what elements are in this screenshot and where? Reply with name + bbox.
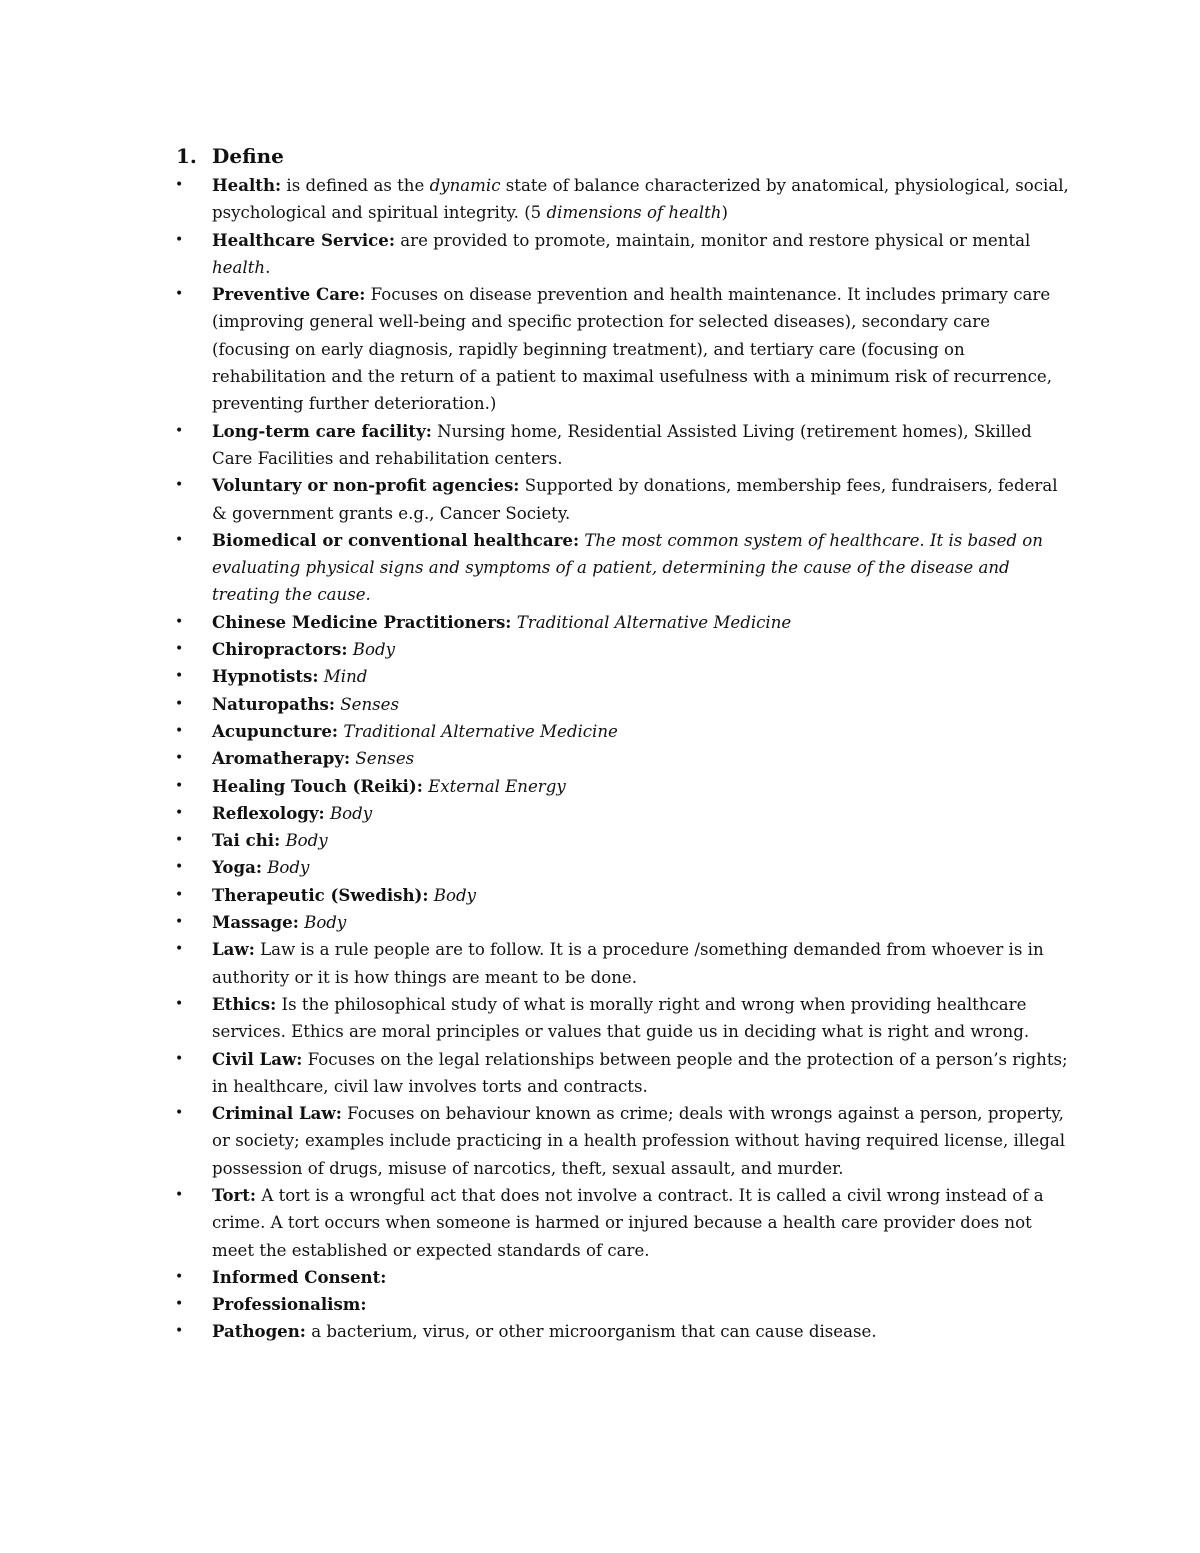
definition-text: Is the philosophical study of what is morally right and wrong when providing healthcare services. Ethics are moral principles or values that guide us in deciding what is right and wrong. bbox=[212, 994, 1030, 1042]
list-item bbox=[175, 609, 1072, 636]
definition-text: A tort is a wrongful act that does not involve a contract. It is called a civil wrong instead of a crime. A tort occurs when someone is harmed or injured because a health care provider does not meet the established or expected standards of care. bbox=[212, 1185, 1044, 1260]
list-item bbox=[175, 1318, 1072, 1345]
list-item bbox=[175, 854, 1072, 881]
definition-text: state of balance characterized by anatomical, physiological, social, psychological and spiritual integrity. (5 bbox=[212, 176, 1069, 223]
bullet-icon: • bbox=[175, 177, 184, 193]
bullet-icon: • bbox=[175, 804, 184, 821]
bullet-icon: • bbox=[175, 941, 184, 958]
definition-term: Informed Consent: bbox=[212, 1266, 387, 1287]
bullet-icon: • bbox=[175, 914, 184, 931]
definition-text: Focuses on the legal relationships between people and the protection of a person’s rights; in healthcare, civil law involves torts and contracts. bbox=[212, 1049, 1068, 1096]
list-item bbox=[175, 882, 1072, 909]
definition-term: Yoga: bbox=[212, 857, 262, 878]
definition-term: Ethics: bbox=[212, 993, 277, 1014]
definition-text: Traditional Alternative Medicine bbox=[338, 721, 618, 741]
definition-term: Chinese Medicine Practitioners: bbox=[212, 611, 512, 632]
list-item bbox=[175, 472, 1072, 527]
definition-text: health bbox=[212, 257, 266, 277]
list-item bbox=[175, 991, 1072, 1046]
bullet-icon: • bbox=[175, 613, 184, 630]
list-item bbox=[175, 1182, 1072, 1264]
list-item bbox=[175, 1264, 1072, 1291]
definition-text: a bacterium, virus, or other microorganism that can cause disease. bbox=[305, 1322, 877, 1342]
definition-term: Health: bbox=[212, 175, 282, 195]
definition-term: Professionalism: bbox=[212, 1294, 367, 1315]
definition-term: Massage: bbox=[212, 912, 299, 933]
definition-term: Chiropractors: bbox=[212, 639, 348, 660]
definition-term: Tai chi: bbox=[212, 830, 281, 851]
definition-term: Biomedical or conventional healthcare: bbox=[212, 529, 580, 550]
definition-term: Acupuncture: bbox=[212, 720, 339, 741]
bullet-icon: • bbox=[175, 1186, 184, 1203]
list-item bbox=[175, 745, 1072, 772]
definition-text: Supported by donations, membership fees, fundraisers, federal & government grants e.g., Cancer Society. bbox=[212, 476, 1058, 523]
bullet-icon: • bbox=[175, 1105, 184, 1122]
definition-term: Hypnotists: bbox=[212, 666, 319, 687]
bullet-icon: • bbox=[175, 995, 184, 1012]
heading-number: 1. bbox=[176, 144, 197, 168]
list-item bbox=[175, 718, 1072, 745]
definition-text: is defined as the bbox=[281, 176, 430, 195]
definition-text: . bbox=[265, 257, 271, 277]
bullet-icon: • bbox=[175, 1323, 184, 1340]
list-item bbox=[175, 227, 1072, 282]
list-item bbox=[175, 281, 1072, 417]
bullet-icon: • bbox=[175, 777, 184, 794]
definition-term: Long-term care facility: bbox=[212, 420, 432, 441]
bullet-icon: • bbox=[175, 1296, 184, 1313]
list-item bbox=[175, 636, 1072, 663]
definition-text: External Energy bbox=[422, 776, 566, 796]
heading-title: Define bbox=[212, 144, 284, 168]
bullet-icon: • bbox=[175, 668, 184, 685]
bullet-icon: • bbox=[175, 886, 184, 903]
bullet-icon: • bbox=[175, 1050, 184, 1067]
definition-text: Body bbox=[298, 913, 347, 933]
definition-text: dynamic bbox=[429, 176, 501, 195]
definition-text: Body bbox=[428, 885, 476, 905]
bullet-icon: • bbox=[175, 832, 184, 849]
definition-text: Body bbox=[261, 858, 310, 878]
list-item bbox=[175, 800, 1072, 827]
bullet-icon: • bbox=[175, 722, 184, 739]
definition-term: Civil Law: bbox=[212, 1048, 303, 1069]
bullet-icon: • bbox=[175, 531, 184, 548]
section-heading bbox=[176, 142, 284, 170]
bullet-icon: • bbox=[175, 1268, 184, 1285]
definition-term: Healthcare Service: bbox=[212, 229, 395, 250]
definition-text: Traditional Alternative Medicine bbox=[511, 612, 792, 632]
list-item bbox=[175, 663, 1072, 690]
list-item bbox=[175, 527, 1072, 609]
definition-term: Tort: bbox=[212, 1184, 257, 1205]
definition-text: Body bbox=[324, 803, 373, 823]
definition-text: Mind bbox=[318, 667, 368, 687]
definition-list bbox=[175, 172, 1072, 1346]
definition-term: Healing Touch (Reiki): bbox=[212, 775, 423, 796]
list-item bbox=[175, 909, 1072, 936]
definition-term: Law: bbox=[212, 939, 255, 960]
list-item bbox=[175, 827, 1072, 854]
list-item bbox=[175, 773, 1072, 800]
list-item bbox=[175, 936, 1072, 991]
definition-term: Pathogen: bbox=[212, 1321, 306, 1342]
definition-term: Reflexology: bbox=[212, 802, 325, 823]
definition-text: Body bbox=[347, 640, 395, 660]
definition-text: Focuses on behaviour known as crime; deals with wrongs against a person, property, or society; examples include practicing in a health profession without having required license, illegal possession of drugs, misuse of narcotics, theft, sexual assault, and murder. bbox=[212, 1104, 1066, 1178]
definition-text: Body bbox=[280, 831, 328, 851]
list-item bbox=[175, 691, 1072, 718]
definition-text: Senses bbox=[335, 694, 400, 714]
definition-term: Naturopaths: bbox=[212, 693, 336, 714]
definition-text: ) bbox=[721, 203, 728, 223]
definition-text: dimensions of health bbox=[546, 203, 722, 223]
list-item bbox=[175, 1046, 1072, 1101]
bullet-icon: • bbox=[175, 695, 184, 712]
list-item bbox=[175, 172, 1072, 227]
definition-text: Senses bbox=[350, 749, 415, 769]
definition-term: Voluntary or non-profit agencies: bbox=[212, 475, 520, 496]
definition-text: Nursing home, Residential Assisted Living (retirement homes), Skilled Care Facilities and rehabilitation centers. bbox=[212, 421, 1032, 468]
list-item bbox=[175, 418, 1072, 473]
definition-term: Aromatherapy: bbox=[212, 748, 351, 769]
definition-term: Preventive Care: bbox=[212, 284, 366, 305]
definition-text: are provided to promote, maintain, monitor and restore physical or mental bbox=[394, 230, 1031, 250]
definition-text: Focuses on disease prevention and health maintenance. It includes primary care (improving general well-being and specific protection for selected diseases), secondary care (focusing on early diagnosis, rapidly beginning treatment), and tertiary care (focusing on rehabilitation and the return of a patient to maximal usefulness with a minimum risk of recurrence, preventing further deterioration.) bbox=[212, 285, 1052, 414]
definition-term: Therapeutic (Swedish): bbox=[212, 884, 429, 905]
list-item bbox=[175, 1100, 1072, 1182]
bullet-icon: • bbox=[175, 641, 184, 658]
bullet-icon: • bbox=[175, 477, 184, 494]
definition-text: Law is a rule people are to follow. It is a procedure /something demanded from whoever is in authority or it is how things are meant to be done. bbox=[212, 940, 1044, 987]
bullet-icon: • bbox=[175, 422, 184, 439]
bullet-icon: • bbox=[175, 750, 184, 767]
list-item bbox=[175, 1291, 1072, 1318]
bullet-icon: • bbox=[175, 286, 184, 303]
definition-term: Criminal Law: bbox=[212, 1103, 342, 1124]
definition-text: The most common system of healthcare. It is based on evaluating physical signs and symptoms of a patient, determining the cause of the disease and treating the cause. bbox=[212, 530, 1043, 605]
bullet-icon: • bbox=[175, 859, 184, 876]
bullet-icon: • bbox=[175, 231, 184, 248]
